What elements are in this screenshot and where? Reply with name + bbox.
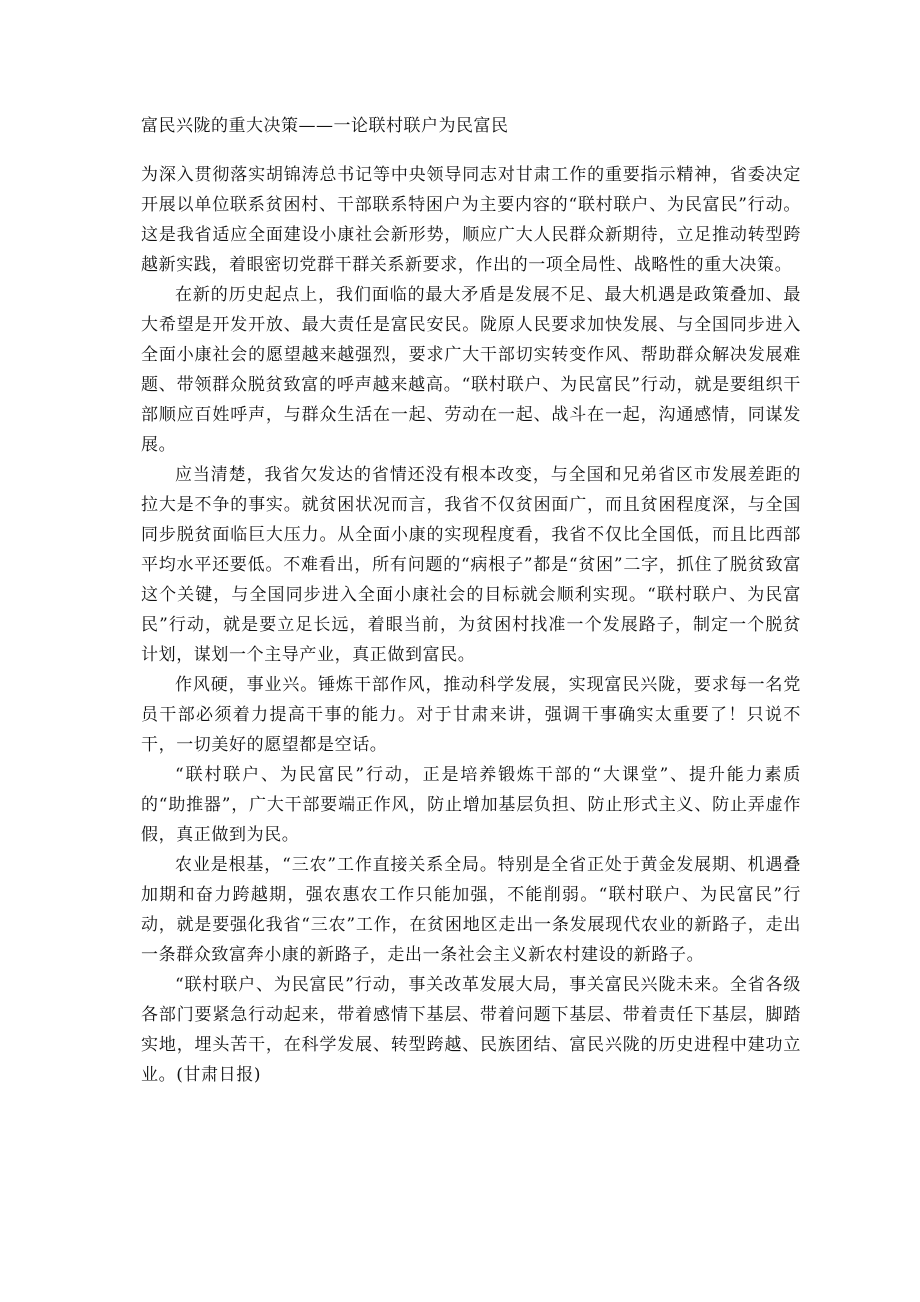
paragraph-7: “联村联户、为民富民”行动，事关改革发展大局，事关富民兴陇未来。全省各级各部门要紧急行动起来，带着感情下基层、带着问题下基层、带着责任下基层，脚踏实地，埋头苦干，在科学发展、转型跨越、民族团结、富民兴陇的历史进程中建功立业。(甘肃日报) bbox=[141, 975, 801, 1085]
paragraph-2: 在新的历史起点上，我们面临的最大矛盾是发展不足、最大机遇是政策叠加、最大希望是开发开放、最大责任是富民安民。陇原人民要求加快发展、与全国同步进入全面小康社会的愿望越来越强烈，要求广大干部切实转变作风、帮助群众解决发展难题、带领群众脱贫致富的呼声越来越高。“联村联户、为民富民”行动，就是要组织干部顺应百姓呼声，与群众生活在一起、劳动在一起、战斗在一起，沟通感情，同谋发展。 bbox=[141, 285, 801, 455]
paragraph-3: 应当清楚，我省欠发达的省情还没有根本改变，与全国和兄弟省区市发展差距的拉大是不争的事实。就贫困状况而言，我省不仅贫困面广，而且贫困程度深，与全国同步脱贫面临巨大压力。从全面小康的实现程度看，我省不仅比全国低，而且比西部平均水平还要低。不难看出，所有问题的“病根子”都是“贫困”二字，抓住了脱贫致富这个关键，与全国同步进入全面小康社会的目标就会顺利实现。“联村联户、为民富民”行动，就是要立足长远，着眼当前，为贫困村找准一个发展路子，制定一个脱贫计划，谋划一个主导产业，真正做到富民。 bbox=[141, 465, 801, 665]
paragraph-6: 农业是根基，“三农”工作直接关系全局。特别是全省正处于黄金发展期、机遇叠加期和奋力跨越期，强农惠农工作只能加强，不能削弱。“联村联户、为民富民”行动，就是要强化我省“三农”工作，在贫困地区走出一条发展现代农业的新路子，走出一条群众致富奔小康的新路子，走出一条社会主义新农村建设的新路子。 bbox=[141, 855, 801, 965]
document-page bbox=[141, 114, 801, 1090]
document-title: 富民兴陇的重大决策——一论联村联户为民富民 bbox=[141, 116, 509, 136]
paragraph-5: “联村联户、为民富民”行动，正是培养锻炼干部的“大课堂”、提升能力素质的“助推器”，广大干部要端正作风，防止增加基层负担、防止形式主义、防止弄虚作假，真正做到为民。 bbox=[141, 765, 801, 845]
paragraph-1: 为深入贯彻落实胡锦涛总书记等中央领导同志对甘肃工作的重要指示精神，省委决定开展以单位联系贫困村、干部联系特困户为主要内容的“联村联户、为民富民”行动。这是我省适应全面建设小康社会新形势，顺应广大人民群众新期待，立足推动转型跨越新实践，着眼密切党群干群关系新要求，作出的一项全局性、战略性的重大决策。 bbox=[141, 165, 801, 275]
paragraph-4: 作风硬，事业兴。锤炼干部作风，推动科学发展，实现富民兴陇，要求每一名党员干部必须着力提高干事的能力。对于甘肃来讲，强调干事确实太重要了！只说不干，一切美好的愿望都是空话。 bbox=[141, 675, 801, 755]
